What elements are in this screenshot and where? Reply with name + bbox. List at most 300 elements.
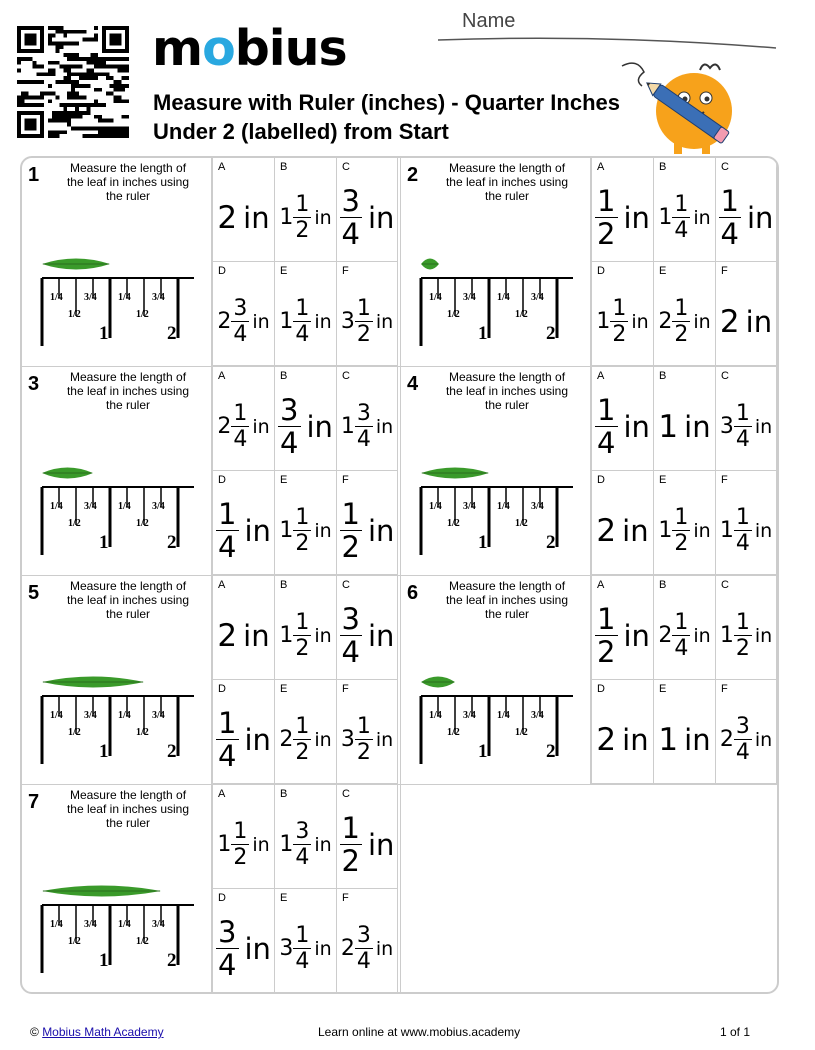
problem-6: [401, 576, 779, 785]
option-label: E: [280, 474, 288, 486]
unit-label: in: [622, 513, 649, 548]
answer-value: [337, 487, 397, 574]
ruler-label-half: 1/2: [136, 727, 149, 738]
denominator: 2: [295, 740, 310, 765]
fraction: [672, 610, 690, 661]
option-label: F: [342, 892, 349, 904]
ruler: [38, 276, 198, 348]
name-line: [436, 36, 781, 56]
unit-label: in: [314, 728, 332, 751]
instruction-text: Measure the length of the leaf in inches using the ruler: [445, 370, 569, 412]
whole-number: 1: [279, 309, 294, 334]
answer-value: [337, 592, 397, 679]
unit-label: in: [747, 200, 774, 235]
fraction: [340, 185, 362, 250]
ruler-label-three-quarter: 3/4: [152, 292, 165, 303]
instruction-text: Measure the length of the leaf in inches using the ruler: [66, 788, 190, 830]
unit-label: in: [306, 409, 333, 444]
answer-value: [716, 174, 776, 261]
whole-number: 3: [340, 309, 355, 334]
ruler-label-half: 1/2: [68, 309, 81, 320]
answer-option-c[interactable]: [715, 158, 777, 262]
ruler-label-one: 1: [99, 323, 109, 344]
mascot-illustration: [612, 56, 747, 156]
unit-label: in: [375, 937, 394, 960]
ruler-label-three-quarter: 3/4: [84, 710, 97, 721]
answer-option-a[interactable]: [591, 576, 653, 680]
numerator: 1: [612, 296, 627, 321]
answer-option-d[interactable]: [591, 471, 653, 575]
leaf: [419, 465, 491, 481]
ruler-label-three-quarter: 3/4: [84, 919, 97, 930]
answer-value: [592, 174, 653, 261]
unit-label: in: [368, 618, 395, 653]
ruler-label-half: 1/2: [447, 309, 460, 320]
fraction: [340, 812, 362, 877]
option-label: A: [218, 788, 226, 800]
whole-number: 2: [658, 309, 673, 334]
leaf: [419, 256, 441, 272]
denominator: 2: [674, 531, 689, 556]
numerator: 1: [218, 497, 237, 531]
option-label: B: [659, 161, 667, 173]
answer-option-a[interactable]: [212, 576, 274, 680]
ruler-label-three-quarter: 3/4: [463, 501, 476, 512]
ruler-label-quarter: 1/4: [497, 710, 510, 721]
numerator: 1: [735, 401, 750, 426]
answer-value: [275, 592, 336, 679]
instruction-text: Measure the length of the leaf in inches using the ruler: [66, 370, 190, 412]
denominator: 2: [341, 530, 360, 564]
instruction-text: Measure the length of the leaf in inches using the ruler: [66, 161, 190, 203]
ruler: [38, 903, 198, 975]
answer-option-a[interactable]: [212, 158, 274, 262]
numerator: 1: [233, 401, 248, 426]
ruler-label-three-quarter: 3/4: [531, 501, 544, 512]
problem-number: 3: [28, 373, 40, 395]
ruler-label-one: 1: [478, 741, 488, 762]
ruler-label-two: 2: [546, 323, 556, 344]
ruler-label-three-quarter: 3/4: [84, 292, 97, 303]
denominator: 2: [356, 740, 371, 765]
unit-label: in: [244, 931, 271, 966]
mobius-academy-link[interactable]: Mobius Math Academy: [42, 1025, 164, 1039]
fraction: [216, 707, 238, 772]
whole-number: 3: [719, 414, 734, 439]
denominator: 2: [597, 217, 616, 251]
answer-option-e[interactable]: [274, 471, 336, 575]
whole-number: 2: [279, 727, 294, 752]
denominator: 4: [674, 218, 689, 243]
fraction: [293, 192, 311, 243]
ruler-label-half: 1/2: [515, 727, 528, 738]
unit-label: in: [368, 827, 395, 862]
whole-number: 2: [658, 623, 673, 648]
problem-number: 2: [407, 164, 419, 186]
answer-value: [275, 801, 336, 888]
answer-option-c[interactable]: [336, 158, 398, 262]
unit-label: in: [375, 728, 394, 751]
unit-label: in: [244, 722, 271, 757]
answer-option-a[interactable]: [212, 785, 274, 889]
unit-label: in: [622, 722, 649, 757]
denominator: 4: [295, 949, 310, 974]
denominator: 2: [674, 322, 689, 347]
numerator: 1: [674, 610, 689, 635]
ruler-label-half: 1/2: [136, 936, 149, 947]
option-label: D: [218, 892, 226, 904]
fraction: [355, 923, 373, 974]
fraction: [293, 505, 311, 556]
unit-label: in: [252, 833, 270, 856]
numerator: 1: [597, 184, 616, 218]
option-label: F: [721, 474, 728, 486]
numerator: 1: [295, 610, 310, 635]
ruler-label-half: 1/2: [515, 518, 528, 529]
numerator: 1: [218, 706, 237, 740]
fraction: [216, 498, 238, 563]
numerator: 3: [356, 401, 371, 426]
option-label: F: [342, 265, 349, 277]
fraction: [595, 394, 617, 459]
fraction: [293, 610, 311, 661]
denominator: 4: [280, 426, 299, 460]
numerator: 1: [597, 393, 616, 427]
ruler-label-half: 1/2: [68, 727, 81, 738]
option-label: B: [280, 370, 288, 382]
fraction: [355, 401, 373, 452]
fraction: [293, 819, 311, 870]
answer-option-c[interactable]: [336, 576, 398, 680]
answer-option-d[interactable]: [212, 471, 274, 575]
ruler-label-quarter: 1/4: [118, 501, 131, 512]
whole-number: 1: [719, 518, 734, 543]
answer-value: [337, 278, 397, 365]
numerator: 3: [341, 184, 360, 218]
option-label: C: [721, 161, 729, 173]
option-label: D: [218, 265, 226, 277]
denominator: 4: [341, 635, 360, 669]
answer-option-b[interactable]: [274, 785, 336, 889]
footer-page: 1 of 1: [720, 1025, 751, 1039]
answer-value: 1 in: [658, 408, 711, 445]
answer-value: [592, 278, 653, 365]
option-label: E: [280, 683, 288, 695]
option-label: D: [597, 265, 605, 277]
answer-value: [716, 487, 776, 574]
ruler-label-two: 2: [546, 532, 556, 553]
option-label: A: [597, 579, 605, 591]
answer-option-e[interactable]: [274, 262, 336, 366]
problem-number: 4: [407, 373, 419, 395]
denominator: 2: [295, 218, 310, 243]
fraction: [734, 401, 752, 452]
option-label: C: [342, 788, 350, 800]
answer-option-f[interactable]: [715, 680, 777, 784]
numerator: 1: [295, 505, 310, 530]
denominator: 2: [295, 531, 310, 556]
numerator: 1: [295, 923, 310, 948]
problem-5: [22, 576, 401, 785]
option-label: E: [659, 265, 667, 277]
answer-option-f[interactable]: [336, 680, 398, 784]
answer-option-d[interactable]: [591, 680, 653, 784]
leaf: [419, 674, 457, 690]
unit-label: in: [252, 310, 270, 333]
numerator: 3: [735, 714, 750, 739]
ruler: [417, 485, 577, 557]
ruler-label-half: 1/2: [447, 727, 460, 738]
whole-number: 2: [217, 414, 232, 439]
unit-label: in: [314, 310, 332, 333]
ruler-label-three-quarter: 3/4: [152, 710, 165, 721]
whole-number: 2: [340, 936, 355, 961]
answer-value: [275, 174, 336, 261]
numerator: 1: [674, 296, 689, 321]
whole-number: 1: [279, 623, 294, 648]
unit-label: in: [623, 409, 650, 444]
answer-value: [654, 487, 715, 574]
option-label: F: [721, 265, 728, 277]
fraction: [231, 819, 249, 870]
denominator: 2: [597, 635, 616, 669]
option-label: A: [218, 161, 226, 173]
unit-label: in: [693, 624, 711, 647]
option-label: B: [659, 579, 667, 591]
problem-number: 5: [28, 582, 40, 604]
answer-option-f[interactable]: [336, 262, 398, 366]
unit-label: in: [375, 310, 394, 333]
ruler-label-quarter: 1/4: [118, 710, 131, 721]
fraction: [293, 923, 311, 974]
unit-label: in: [745, 304, 773, 339]
whole-number: 1: [279, 832, 294, 857]
numerator: 3: [233, 296, 248, 321]
option-label: C: [342, 161, 350, 173]
ruler-label-three-quarter: 3/4: [84, 501, 97, 512]
problem-number: 6: [407, 582, 419, 604]
option-label: F: [342, 474, 349, 486]
answer-option-d[interactable]: [212, 889, 274, 993]
answer-value: 2 in: [596, 512, 649, 549]
option-label: B: [659, 370, 667, 382]
option-label: B: [280, 579, 288, 591]
answer-option-a[interactable]: [591, 367, 653, 471]
unit-label: in: [314, 519, 332, 542]
fraction: [355, 296, 373, 347]
numerator: 3: [218, 915, 237, 949]
unit-label: in: [244, 513, 271, 548]
answer-option-b[interactable]: [653, 367, 715, 471]
answer-value: [213, 696, 274, 783]
answer-value: [213, 487, 274, 574]
answer-option-c[interactable]: [715, 576, 777, 680]
fraction: [231, 401, 249, 452]
whole-number: 2: [217, 309, 232, 334]
leaf: [40, 883, 163, 899]
option-label: F: [721, 683, 728, 695]
option-label: A: [597, 370, 605, 382]
denominator: 4: [233, 322, 248, 347]
unit-label: in: [684, 722, 711, 757]
answer-option-c[interactable]: [336, 785, 398, 889]
problem-number: 1: [28, 164, 40, 186]
page-title: Measure with Ruler (inches) - Quarter Inches Under 2 (labelled) from Start: [153, 90, 621, 144]
fraction: [355, 714, 373, 765]
unit-label: in: [684, 409, 711, 444]
answer-value: [275, 696, 336, 783]
ruler-label-half: 1/2: [68, 518, 81, 529]
unit-label: in: [314, 624, 332, 647]
fraction: [216, 916, 238, 981]
unit-label: in: [314, 206, 332, 229]
problem-4: [401, 367, 779, 576]
ruler-label-one: 1: [478, 532, 488, 553]
numerator: 1: [295, 296, 310, 321]
ruler-label-two: 2: [167, 950, 177, 971]
qr-code: [17, 26, 129, 138]
answer-option-c[interactable]: [715, 367, 777, 471]
unit-label: in: [314, 833, 332, 856]
denominator: 4: [735, 531, 750, 556]
numerator: 1: [597, 602, 616, 636]
answer-value: [275, 383, 336, 470]
denominator: 4: [597, 426, 616, 460]
name-label: Name: [462, 10, 516, 32]
answer-option-d[interactable]: [212, 262, 274, 366]
answer-value: [716, 592, 776, 679]
footer-copyright: © Mobius Math Academy: [30, 1025, 164, 1039]
option-label: F: [342, 683, 349, 695]
whole-number: 1: [658, 518, 673, 543]
ruler-label-half: 1/2: [136, 309, 149, 320]
answer-value: 2 in: [217, 199, 270, 236]
unit-label: in: [623, 618, 650, 653]
ruler-label-two: 2: [167, 532, 177, 553]
denominator: 2: [735, 636, 750, 661]
ruler-label-quarter: 1/4: [50, 919, 63, 930]
numerator: 1: [341, 497, 360, 531]
unit-label: in: [754, 415, 773, 438]
answer-value: 2 in: [596, 721, 649, 758]
answer-option-f[interactable]: [715, 262, 777, 366]
answer-value: [337, 383, 397, 470]
numerator: 1: [720, 184, 739, 218]
answer-option-d[interactable]: [212, 680, 274, 784]
ruler: [417, 276, 577, 348]
numerator: 3: [341, 602, 360, 636]
ruler: [38, 694, 198, 766]
answer-option-f[interactable]: [336, 889, 398, 993]
leaf: [40, 465, 95, 481]
mobius-logo: mobius: [152, 20, 347, 77]
option-label: B: [280, 788, 288, 800]
option-label: E: [659, 683, 667, 695]
whole-number: 1: [279, 205, 294, 230]
answer-option-b[interactable]: [274, 158, 336, 262]
problem-7: [22, 785, 401, 994]
option-label: A: [218, 579, 226, 591]
unit-label: in: [623, 200, 650, 235]
ruler-label-one: 1: [478, 323, 488, 344]
ruler-label-two: 2: [546, 741, 556, 762]
answer-option-d[interactable]: [591, 262, 653, 366]
fraction: [293, 714, 311, 765]
ruler-label-two: 2: [167, 741, 177, 762]
answer-value: 1 in: [658, 721, 711, 758]
answer-value: [337, 905, 397, 992]
answer-value: [654, 278, 715, 365]
ruler-label-three-quarter: 3/4: [463, 710, 476, 721]
denominator: 4: [233, 427, 248, 452]
denominator: 4: [735, 740, 750, 765]
ruler-label-quarter: 1/4: [118, 292, 131, 303]
problem-number: 7: [28, 791, 40, 813]
numerator: 1: [356, 296, 371, 321]
unit-label: in: [368, 513, 395, 548]
whole-number: 1: [596, 309, 611, 334]
answer-option-e[interactable]: [653, 262, 715, 366]
problem-2: [401, 158, 779, 367]
answer-option-b[interactable]: [274, 367, 336, 471]
unit-label: in: [375, 415, 394, 438]
answer-value: [213, 278, 274, 365]
denominator: 2: [295, 636, 310, 661]
ruler-label-two: 2: [167, 323, 177, 344]
answer-option-b[interactable]: [274, 576, 336, 680]
answer-option-a[interactable]: [212, 367, 274, 471]
fraction: [595, 185, 617, 250]
instruction-text: Measure the length of the leaf in inches using the ruler: [445, 579, 569, 621]
answer-value: [337, 801, 397, 888]
answer-option-e[interactable]: [274, 889, 336, 993]
answer-option-b[interactable]: [653, 158, 715, 262]
fraction: [340, 498, 362, 563]
answer-value: [275, 487, 336, 574]
answer-value: [654, 592, 715, 679]
option-label: D: [597, 683, 605, 695]
option-label: A: [597, 161, 605, 173]
whole-number: 1: [340, 414, 355, 439]
answer-option-e[interactable]: [274, 680, 336, 784]
answer-value: [716, 696, 776, 783]
answer-option-e[interactable]: [653, 680, 715, 784]
unit-label: in: [314, 937, 332, 960]
unit-label: in: [252, 415, 270, 438]
ruler-label-one: 1: [99, 741, 109, 762]
ruler-label-quarter: 1/4: [50, 710, 63, 721]
answer-option-b[interactable]: [653, 576, 715, 680]
answer-option-f[interactable]: [715, 471, 777, 575]
fraction: [672, 505, 690, 556]
unit-label: in: [693, 206, 711, 229]
numerator: 1: [356, 714, 371, 739]
fraction: [231, 296, 249, 347]
fraction: [719, 185, 741, 250]
option-label: A: [218, 370, 226, 382]
unit-label: in: [754, 624, 773, 647]
answer-option-f[interactable]: [336, 471, 398, 575]
answer-option-e[interactable]: [653, 471, 715, 575]
answer-option-a[interactable]: [591, 158, 653, 262]
answer-value: 2 in: [719, 303, 773, 340]
option-label: C: [721, 370, 729, 382]
answer-option-c[interactable]: [336, 367, 398, 471]
ruler-label-quarter: 1/4: [497, 292, 510, 303]
ruler-label-three-quarter: 3/4: [463, 292, 476, 303]
numerator: 3: [295, 819, 310, 844]
ruler-label-half: 1/2: [136, 518, 149, 529]
